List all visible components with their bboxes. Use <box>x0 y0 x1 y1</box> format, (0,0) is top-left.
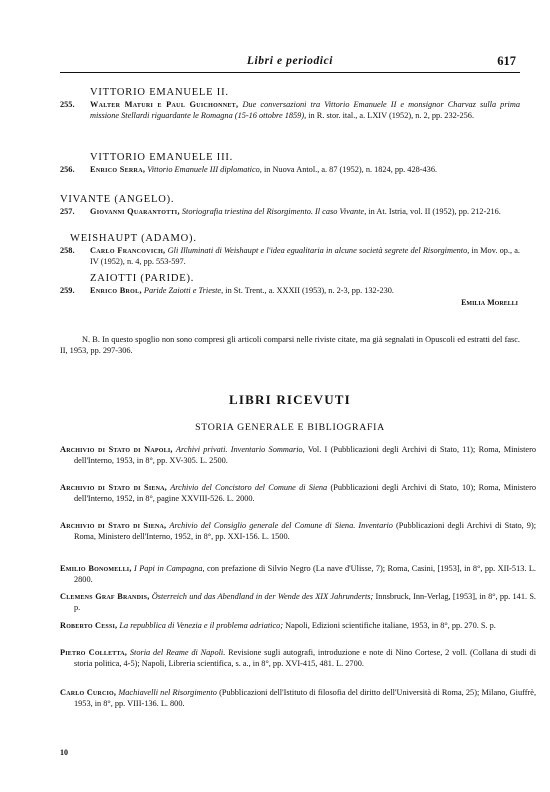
bib-group-vivante <box>60 194 520 217</box>
entry-author: Walter Maturi e Paul Guichonnet, <box>90 100 239 109</box>
entry-title: Due conversazioni tra Vittorio Emanuele II e monsignor Charvaz sulla prima missione Stellardi riguardante le Romagna (15-16 ottobre 1859), <box>90 100 521 121</box>
entry-author: Enrico Serra, <box>90 165 146 174</box>
bib-heading: WEISHAUPT (ADAMO). <box>70 233 197 244</box>
book-author: Pietro Colletta, <box>60 648 128 657</box>
book-author: Archivio di Stato di Siena, <box>60 521 167 530</box>
book-author: Carlo Curcio, <box>60 688 117 697</box>
received-book <box>60 687 536 709</box>
entry-details: in St. Trent., a. XXXII (1953), n. 2-3, pp. 132-230. <box>225 286 394 295</box>
entry-author: Carlo Francovich, <box>90 246 166 255</box>
bib-heading: VITTORIO EMANUELE II. <box>90 87 229 98</box>
bib-heading: VIVANTE (ANGELO). <box>60 194 175 205</box>
received-book <box>60 563 536 585</box>
printer-signature: 10 <box>60 748 68 757</box>
received-book <box>60 444 536 466</box>
book-details: Revisione sugli autografi, introduzione e note di Nino Cortese, 2 voll. (Collana di studi di storia politica, 4-5); Napoli, Libreria scientifica, s. a., in 8°, pp. XVI-415, 481. L. 2700. <box>74 648 537 669</box>
section-subtitle: STORIA GENERALE E BIBLIOGRAFIA <box>195 422 385 433</box>
book-title: Machiavelli nel Risorgimento <box>118 688 217 697</box>
bib-group-vittorio-emanuele-iii <box>60 152 520 175</box>
received-book <box>60 647 536 669</box>
book-author: Emilio Bonomelli, <box>60 564 132 573</box>
received-book <box>60 520 536 542</box>
entry-title: Paride Zaiotti e Trieste, <box>143 286 224 295</box>
bib-heading: ZAIOTTI (PARIDE). <box>90 273 195 284</box>
book-details: (Pubblicazioni dell'Istituto di filosofia del diritto dell'Università di Roma, 25); Milano, Giuffrè, 1953, in 8°, pp. VIII-136. L. 800. <box>74 688 537 709</box>
bib-entry <box>60 245 520 267</box>
book-title: Archivio del Consiglio generale del Comune di Siena. Inventario <box>169 521 393 530</box>
entry-number: 258. <box>60 246 75 255</box>
book-details: con prefazione di Silvio Negro (La nave d'Ulisse, 7); Roma, Casini, [1953], in 8°, pp. XII-513. L. 2800. <box>74 564 536 585</box>
received-book <box>60 482 536 504</box>
book-author: Clemens Graf Brandis, <box>60 592 150 601</box>
book-title: Österreich und das Abendland in der Wende des XIX Jahrunderts; <box>151 592 374 601</box>
bib-entry <box>60 206 520 217</box>
bib-group-weishaupt <box>60 233 520 267</box>
entry-details: in R. stor. ital., a. LXIV (1952), n. 2, pp. 232-256. <box>308 111 475 121</box>
entry-author: Giovanni Quarantotti, <box>90 207 180 216</box>
section-title: LIBRI RICEVUTI <box>229 392 351 407</box>
entry-number: 256. <box>60 165 75 174</box>
bib-heading: VITTORIO EMANUELE III. <box>90 152 234 163</box>
entry-number: 257. <box>60 207 75 216</box>
bib-entry <box>60 285 520 296</box>
running-head-title: Libri e periodici <box>246 55 334 67</box>
book-title: Archivio del Concistoro del Comune di Siena <box>170 483 328 492</box>
editorial-note: N. B. In questo spoglio non sono compresi gli articoli comparsi nelle riviste citate, ma già segnalati in Opuscoli ed estratti del fasc. II, 1953, pp. 297-306. <box>60 335 520 356</box>
bib-group-vittorio-emanuele-ii <box>60 87 520 121</box>
book-details: (Pubblicazioni degli Archivi di Stato, 10); Roma, Ministero dell'Interno, 1952, in 8°, pagine XXVIII-526. L. 2000. <box>74 483 536 504</box>
entry-title: Gli Illuminati di Weishaupt e l'idea egualitaria in alcune società segrete del Risorgimento, <box>167 246 470 255</box>
bib-entry <box>60 164 520 175</box>
book-title: I Papi in Campagna, <box>134 564 205 573</box>
author-signature: Emilia Morelli <box>461 298 518 308</box>
book-details: Napoli, Edizioni scientifiche italiane, 1953, in 8°, pp. 270. S. p. <box>285 621 496 630</box>
entry-title: Vittorio Emanuele III diplomatico, <box>147 165 262 174</box>
entry-details: in At. Istria, vol. II (1952), pp. 212-216. <box>368 207 501 216</box>
received-book <box>60 591 536 613</box>
book-title: La repubblica di Venezia e il problema adriatico; <box>119 621 284 630</box>
book-author: Roberto Cessi, <box>60 621 118 630</box>
received-book <box>60 620 536 631</box>
book-details: Innsbruck, Inn-Verlag, [1953], in 8°, pp. 141. S. p. <box>74 592 537 613</box>
page-number: 617 <box>497 54 516 68</box>
book-title: Archivi privati. Inventario Sommario, <box>175 445 305 454</box>
entry-title: Storiografia triestina del Risorgimento. Il caso Vivante, <box>181 207 367 216</box>
entry-author: Enrico Brol, <box>90 286 142 295</box>
entry-number: 259. <box>60 286 75 295</box>
entry-details: in Nuova Antol., a. 87 (1952), n. 1824, pp. 428-436. <box>263 165 438 174</box>
book-title: Storia del Reame di Napoli. <box>129 648 226 657</box>
bib-entry <box>60 99 520 121</box>
entry-number: 255. <box>60 100 75 109</box>
book-details: (Pubblicazioni degli Archivi di Stato, 9); Roma, Ministero dell'Interno, 1952, in 8°, pp. XXI-156. L. 1500. <box>74 521 537 542</box>
bib-group-zaiotti <box>60 273 520 307</box>
entry-details: in Mov. op., a. IV (1952), n. 4, pp. 553-597. <box>90 246 520 267</box>
running-head <box>60 55 520 73</box>
book-details: Vol. I (Pubblicazioni degli Archivi di Stato, 11); Roma, Ministero dell'Interno, 1953, in 8°, pp. XV-305. L. 2500. <box>74 445 537 466</box>
book-author: Archivio di Stato di Napoli, <box>60 445 173 454</box>
book-author: Archivio di Stato di Siena, <box>60 483 167 492</box>
